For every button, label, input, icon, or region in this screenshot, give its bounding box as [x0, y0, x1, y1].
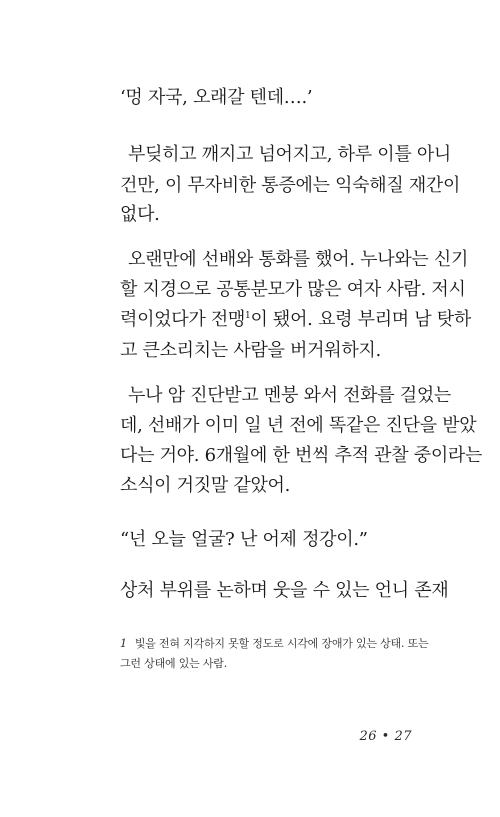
- text-fragment: 력이었다가 전맹: [120, 309, 246, 330]
- footnote-line: 그런 상태에 있는 사람.: [120, 657, 228, 670]
- text-fragment: 이 됐어. 요령 부리며 남 탓하: [250, 309, 471, 330]
- footnote-line: [120, 636, 428, 652]
- page-number: 26 • 27: [359, 729, 412, 744]
- text-line: 누나 암 진단받고 멘붕 와서 전화를 걸었는: [128, 385, 452, 406]
- text-line: 소식이 거짓말 같았어.: [120, 475, 291, 496]
- text-line: 부딪히고 깨지고 넘어지고, 하루 이틀 아니: [128, 144, 452, 165]
- footnote-reference[interactable]: 1: [245, 311, 251, 321]
- text-line: 상처 부위를 논하며 웃을 수 있는 언니 존재: [120, 580, 449, 601]
- text-line: 건만, 이 무자비한 통증에는 익숙해질 재간이: [120, 175, 461, 196]
- text-line: 없다.: [120, 204, 160, 225]
- text-line: 할 지경으로 공통분모가 많은 여자 사람. 저시: [120, 279, 466, 300]
- text-line: 오랜만에 선배와 통화를 했어. 누나와는 신기: [128, 249, 469, 270]
- text-line-with-footnote: [120, 308, 471, 332]
- footnote-text: 빛을 전혀 지각하지 못할 정도로 시각에 장애가 있는 상태. 또는: [134, 637, 429, 650]
- text-line: 데, 선배가 이미 일 년 전에 똑같은 진단을 받았: [120, 415, 477, 436]
- text-line: 다는 거야. 6개월에 한 번씩 추적 관찰 중이라는: [120, 445, 483, 466]
- text-line: ‘멍 자국, 오래갈 텐데….’: [120, 87, 313, 108]
- text-line: 고 큰소리치는 사람을 버거워하지.: [120, 340, 381, 361]
- footnote-number: 1: [120, 637, 127, 650]
- text-line: “넌 오늘 얼굴? 난 어제 정강이.”: [120, 529, 368, 550]
